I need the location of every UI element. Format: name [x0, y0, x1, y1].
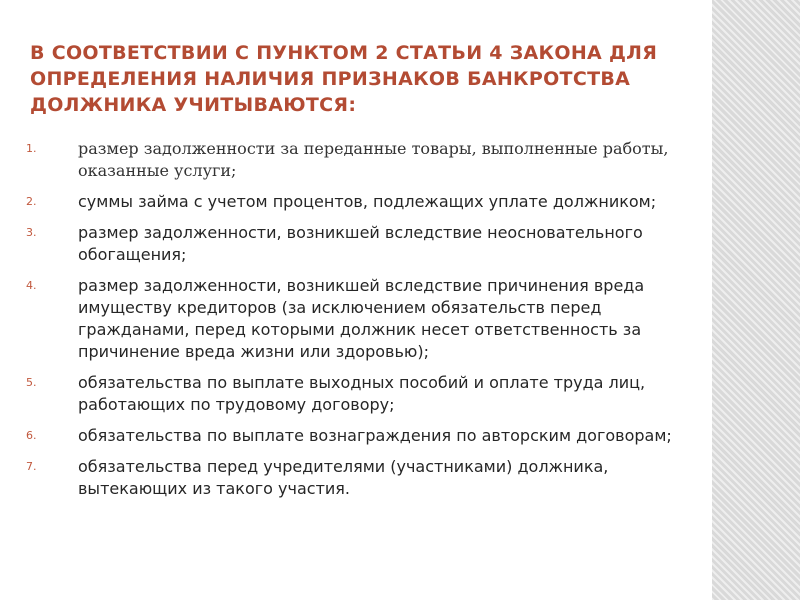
list-item-text: размер задолженности, возникшей вследствие неосновательного обогащения; [78, 223, 643, 264]
list-item-text: размер задолженности, возникшей вследствие причинения вреда имуществу кредиторов (за исключением обязательств перед гражданами, перед которыми должник несет ответственность за причинение вреда жизни или здоровью); [78, 276, 645, 361]
slide-title: В СООТВЕТСТВИИ С ПУНКТОМ 2 СТАТЬИ 4 ЗАКОНА ДЛЯ ОПРЕДЕЛЕНИЯ НАЛИЧИЯ ПРИЗНАКОВ БАНКРОТСТВА ДОЛЖНИКА УЧИТЫВАЮТСЯ: [30, 42, 658, 116]
criteria-list [26, 138, 716, 509]
list-item-number: 6. [26, 429, 37, 442]
list-item-text: обязательства перед учредителями (участниками) должника, вытекающих из такого участия. [78, 457, 609, 498]
list-item [26, 372, 716, 416]
list-item-text: обязательства по выплате выходных пособий и оплате труда лиц, работающих по трудовому договору; [78, 373, 646, 414]
list-item-text: обязательства по выплате вознаграждения по авторским договорам; [78, 426, 672, 445]
list-item-number: 7. [26, 460, 37, 473]
list-item [26, 222, 716, 266]
list-item [26, 191, 716, 213]
list-item [26, 138, 716, 182]
list-item-number: 1. [26, 142, 37, 155]
list-item-number: 4. [26, 279, 37, 292]
list-item [26, 275, 716, 363]
decorative-side-band [712, 0, 800, 600]
list-item-text: суммы займа с учетом процентов, подлежащих уплате должником; [78, 192, 657, 211]
list-item-number: 5. [26, 376, 37, 389]
list-item [26, 456, 716, 500]
list-item-text: размер задолженности за переданные товары, выполненные работы, оказанные услуги; [78, 139, 669, 180]
list-item [26, 425, 716, 447]
list-item-number: 2. [26, 195, 37, 208]
list-item-number: 3. [26, 226, 37, 239]
